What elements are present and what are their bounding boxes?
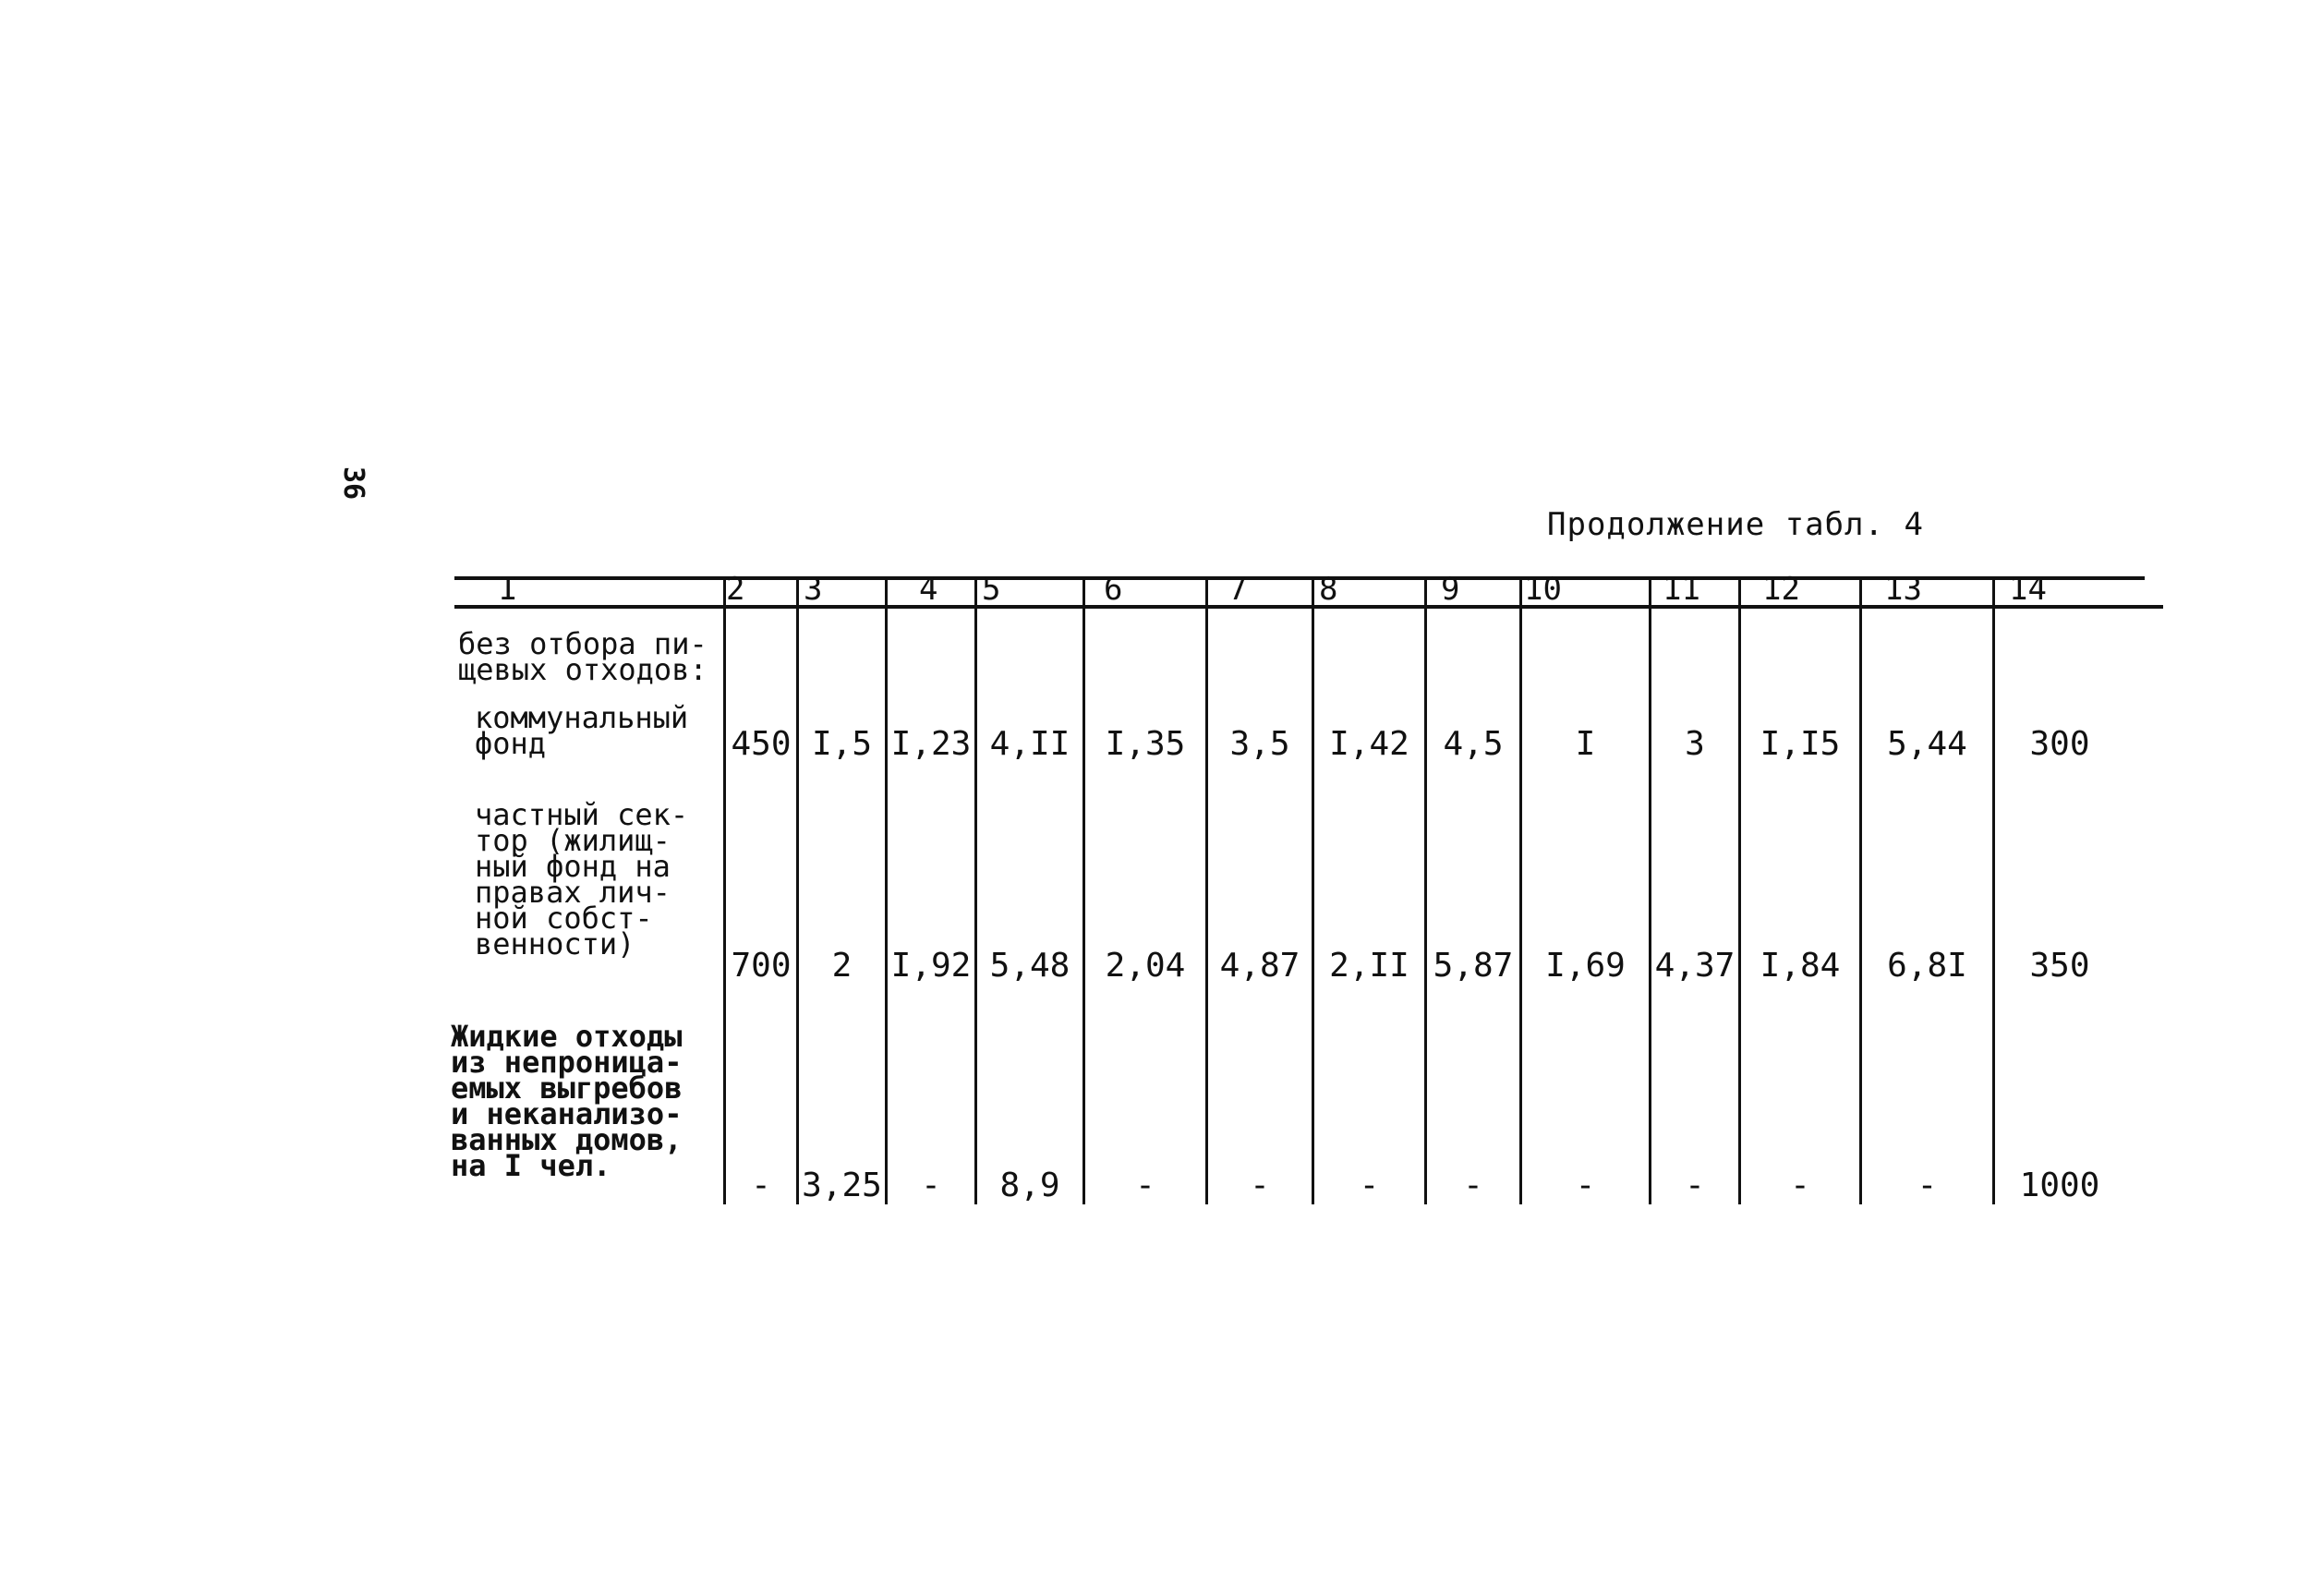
column-divider xyxy=(1649,576,1651,1204)
column-divider xyxy=(885,576,888,1204)
table-cell: I,35 xyxy=(1105,725,1186,763)
column-divider xyxy=(1859,576,1862,1204)
column-divider xyxy=(723,576,726,1204)
column-header: 12 xyxy=(1762,571,1800,608)
table-cell: - xyxy=(1575,1167,1596,1204)
section-label: без отбора пи- щевых отходов: xyxy=(458,626,708,687)
column-divider xyxy=(1082,576,1085,1204)
column-header: 13 xyxy=(1884,571,1922,608)
table-cell: - xyxy=(1790,1167,1810,1204)
table-cell: I,92 xyxy=(890,947,972,985)
table-cell: I,42 xyxy=(1329,725,1409,763)
table-cell: 3 xyxy=(1685,725,1705,763)
row-label: коммунальный фонд xyxy=(475,700,689,761)
table-cell: - xyxy=(1135,1167,1155,1204)
table-cell: 3,5 xyxy=(1229,725,1290,763)
table-cell: 450 xyxy=(731,725,792,763)
column-header: 11 xyxy=(1663,571,1700,608)
table-cell: - xyxy=(1685,1167,1705,1204)
table-cell: 300 xyxy=(2029,725,2090,763)
table-cell: I,5 xyxy=(811,725,873,763)
table-cell: I,69 xyxy=(1545,947,1626,985)
column-divider xyxy=(974,576,977,1204)
table-cell: - xyxy=(751,1167,771,1204)
row-label: Жидкие отходы из непроница- емых выгребов и неканализо- ванных домов, на I чел. xyxy=(451,1019,683,1183)
column-header: 4 xyxy=(919,571,938,608)
column-header: 10 xyxy=(1524,571,1562,608)
page-number: 36 xyxy=(337,466,369,501)
table-cell: 4,II xyxy=(989,725,1070,763)
column-divider xyxy=(1205,576,1208,1204)
table-cell: - xyxy=(1917,1167,1938,1204)
table-cell: 4,5 xyxy=(1443,725,1504,763)
column-divider xyxy=(1738,576,1741,1204)
row-label: частный сек- тор (жилищ- ный фонд на правах лич- ной собст- венности) xyxy=(475,797,689,961)
column-divider xyxy=(796,576,799,1204)
table-cell: 4,37 xyxy=(1654,947,1736,985)
table-cell: I,84 xyxy=(1760,947,1841,985)
column-header: 14 xyxy=(2009,571,2047,608)
table-cell: - xyxy=(1250,1167,1270,1204)
table-cell: 350 xyxy=(2029,947,2090,985)
column-divider xyxy=(1992,576,1995,1204)
table-cell: 8,9 xyxy=(999,1167,1060,1204)
table-cell: 5,87 xyxy=(1433,947,1514,985)
table-cell: 2,II xyxy=(1329,947,1409,985)
table-cell: 1000 xyxy=(2019,1167,2100,1204)
column-header: 9 xyxy=(1441,571,1460,608)
column-header: I xyxy=(499,571,518,608)
column-header: 8 xyxy=(1319,571,1338,608)
column-divider xyxy=(1519,576,1522,1204)
table-caption: Продолжение табл. 4 xyxy=(1547,506,1924,543)
column-divider xyxy=(1312,576,1314,1204)
table-cell: 700 xyxy=(731,947,792,985)
table-cell: 4,87 xyxy=(1219,947,1300,985)
column-header: 7 xyxy=(1228,571,1248,608)
table-cell: 5,48 xyxy=(989,947,1070,985)
table-cell: - xyxy=(921,1167,941,1204)
table-cell: - xyxy=(1359,1167,1380,1204)
column-header: 3 xyxy=(804,571,823,608)
column-header: 5 xyxy=(982,571,1001,608)
table-cell: 5,44 xyxy=(1887,725,1967,763)
table-cell: 2 xyxy=(831,947,853,985)
table-cell: 2,04 xyxy=(1105,947,1186,985)
table-cell: I,23 xyxy=(890,725,972,763)
table-cell: I xyxy=(1575,725,1596,763)
column-header: 6 xyxy=(1104,571,1123,608)
column-header: 2 xyxy=(726,571,745,608)
table-cell: I,I5 xyxy=(1760,725,1841,763)
column-divider xyxy=(1424,576,1427,1204)
table-cell: 6,8I xyxy=(1887,947,1967,985)
table-cell: - xyxy=(1463,1167,1483,1204)
table-cell: 3,25 xyxy=(802,1167,882,1204)
